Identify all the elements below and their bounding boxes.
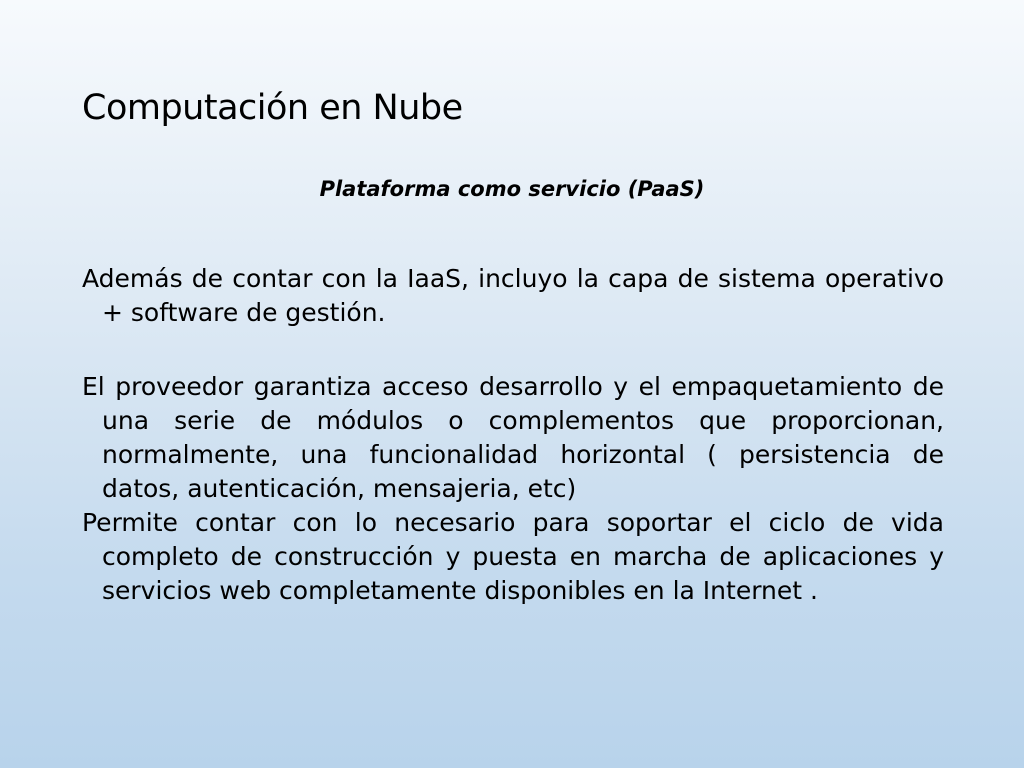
paragraph-iaas: Además de contar con la IaaS, incluyo la capa de sistema operativo + software de gestión. — [82, 264, 944, 327]
paragraph-lifecycle: Permite contar con lo necesario para soportar el ciclo de vida completo de construcción y puesta en marcha de aplicaciones y servicios web completamente disponibles en la Internet . — [82, 508, 944, 605]
slide-subtitle: Plataforma como servicio (PaaS) — [319, 177, 705, 201]
paragraph-provider: El proveedor garantiza acceso desarrollo y el empaquetamiento de una serie de módulos o complementos que proporcionan, normalmente, una funcionalidad horizontal ( persistencia de datos, autenticación, mensajeria, etc) — [82, 372, 944, 503]
slide-title: Computación en Nube — [82, 88, 463, 128]
slide-body — [82, 262, 944, 608]
